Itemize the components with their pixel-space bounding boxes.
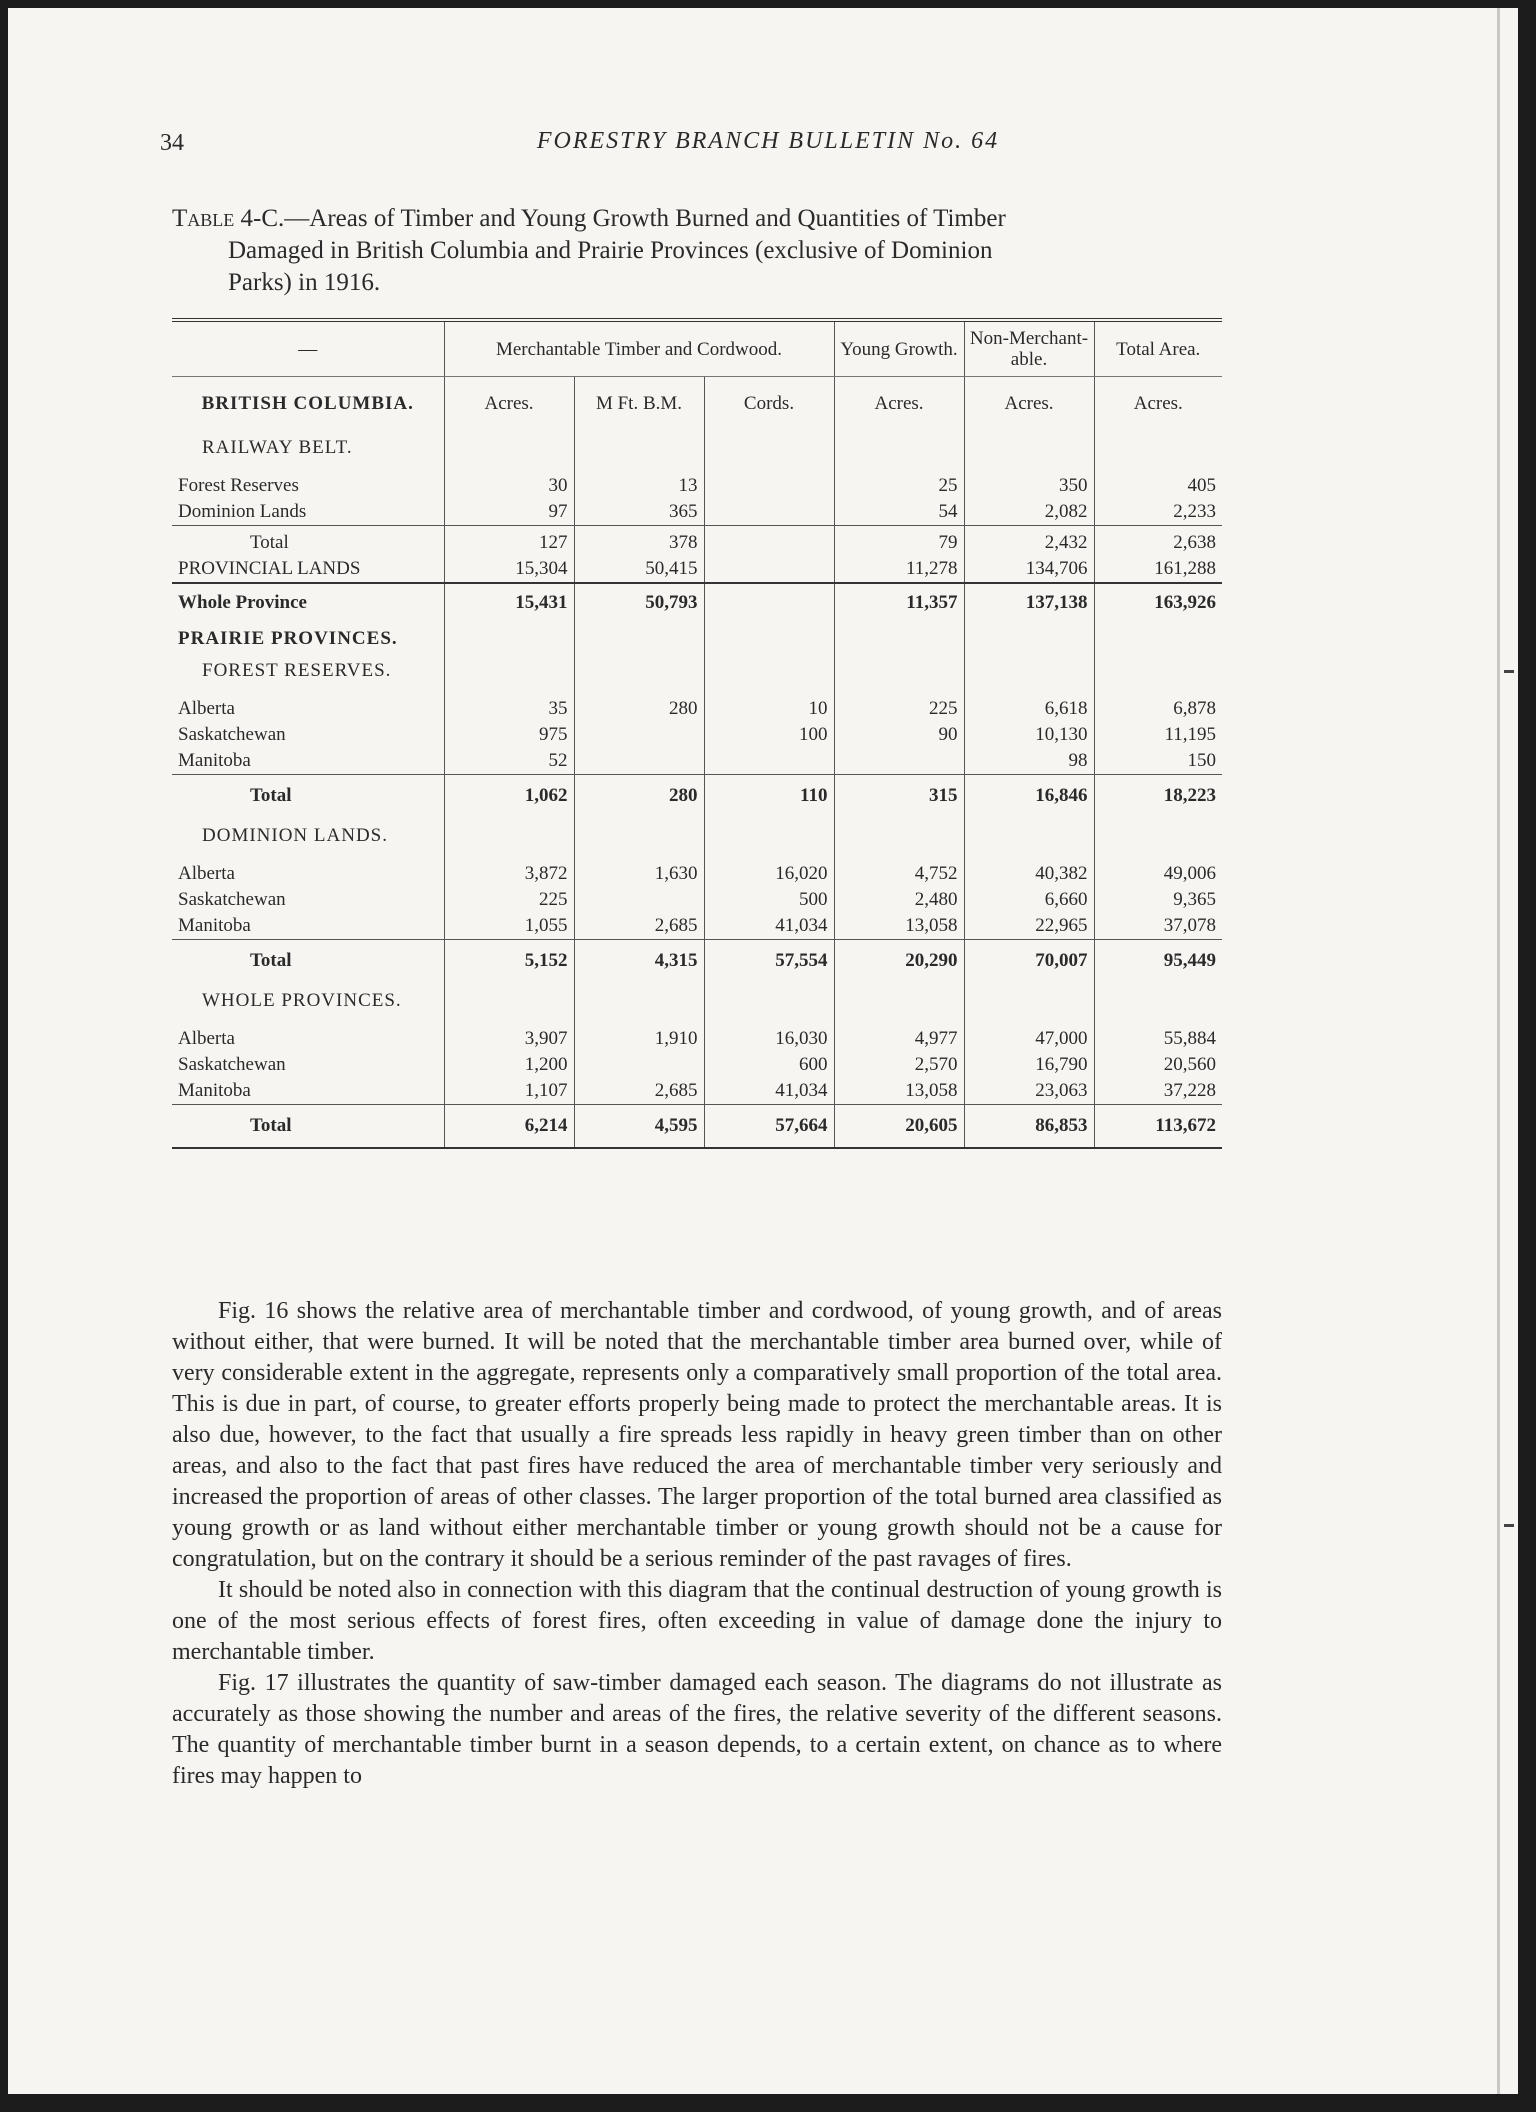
value-cell: 20,605 xyxy=(834,1105,964,1149)
unit-cell: Cords. xyxy=(704,377,834,430)
value-cell: 47,000 xyxy=(964,1026,1094,1052)
margin-mark xyxy=(1504,1524,1514,1527)
row-label: Total xyxy=(172,940,444,983)
col-group-header: Merchantable Timber and Cordwood. xyxy=(444,320,834,377)
empty-cell xyxy=(964,429,1094,473)
body-text xyxy=(172,1296,1222,1792)
empty-cell xyxy=(704,982,834,1026)
table-row xyxy=(172,913,1222,940)
empty-cell xyxy=(574,817,704,861)
value-cell: 35 xyxy=(444,696,574,722)
empty-cell xyxy=(574,624,704,652)
subsection-head-label: FOREST RESERVES. xyxy=(202,660,392,681)
value-cell: 9,365 xyxy=(1094,887,1222,913)
table-row xyxy=(172,775,1222,818)
value-cell: 225 xyxy=(834,696,964,722)
empty-cell xyxy=(704,652,834,696)
value-cell xyxy=(574,722,704,748)
table-row xyxy=(172,722,1222,748)
value-cell: 98 xyxy=(964,748,1094,775)
empty-cell xyxy=(444,982,574,1026)
value-cell: 11,195 xyxy=(1094,722,1222,748)
value-cell: 1,107 xyxy=(444,1078,574,1105)
value-cell: 1,055 xyxy=(444,913,574,940)
value-cell: 2,432 xyxy=(964,526,1094,557)
row-label: Manitoba xyxy=(178,915,251,936)
value-cell: 6,878 xyxy=(1094,696,1222,722)
empty-cell xyxy=(834,429,964,473)
table-caption xyxy=(172,203,1222,299)
section-head-bc: BRITISH COLUMBIA. xyxy=(201,393,414,414)
empty-cell xyxy=(964,652,1094,696)
table-row xyxy=(172,499,1222,526)
subsection-head-label: RAILWAY BELT. xyxy=(202,437,353,458)
unit-cell: M Ft. B.M. xyxy=(574,377,704,430)
value-cell: 280 xyxy=(574,696,704,722)
table-header-row xyxy=(172,320,1222,377)
value-cell xyxy=(834,748,964,775)
value-cell: 97 xyxy=(444,499,574,526)
value-cell: 16,020 xyxy=(704,861,834,887)
running-head: FORESTRY BRANCH BULLETIN No. 64 xyxy=(536,128,1000,154)
paragraph: It should be noted also in connection with this diagram that the continual destruction of young growth is one of the most serious effects of forest fires, often exceeding in value of damage done the injury to merchantable timber. xyxy=(172,1577,1222,1665)
row-label: Alberta xyxy=(178,863,235,884)
value-cell: 4,315 xyxy=(574,940,704,983)
row-label: Manitoba xyxy=(178,1080,251,1101)
value-cell: 150 xyxy=(1094,748,1222,775)
unit-cell: Acres. xyxy=(1094,377,1222,430)
unit-cell: Acres. xyxy=(964,377,1094,430)
value-cell: 37,228 xyxy=(1094,1078,1222,1105)
empty-cell xyxy=(704,624,834,652)
value-cell xyxy=(704,748,834,775)
empty-cell xyxy=(964,817,1094,861)
empty-cell xyxy=(574,982,704,1026)
value-cell: 225 xyxy=(444,887,574,913)
value-cell: 22,965 xyxy=(964,913,1094,940)
section-head xyxy=(172,624,1222,652)
value-cell: 50,793 xyxy=(574,583,704,624)
value-cell: 70,007 xyxy=(964,940,1094,983)
value-cell: 25 xyxy=(834,473,964,499)
empty-cell xyxy=(444,429,574,473)
value-cell: 11,357 xyxy=(834,583,964,624)
value-cell: 1,200 xyxy=(444,1052,574,1078)
table-row xyxy=(172,556,1222,583)
value-cell xyxy=(704,499,834,526)
value-cell: 90 xyxy=(834,722,964,748)
empty-cell xyxy=(574,429,704,473)
value-cell: 18,223 xyxy=(1094,775,1222,818)
value-cell: 6,618 xyxy=(964,696,1094,722)
value-cell: 365 xyxy=(574,499,704,526)
value-cell: 20,290 xyxy=(834,940,964,983)
value-cell: 20,560 xyxy=(1094,1052,1222,1078)
page-number: 34 xyxy=(160,130,184,156)
row-label: Total xyxy=(172,526,444,557)
value-cell: 52 xyxy=(444,748,574,775)
unit-cell: Acres. xyxy=(444,377,574,430)
value-cell: 975 xyxy=(444,722,574,748)
value-cell: 49,006 xyxy=(1094,861,1222,887)
value-cell xyxy=(704,583,834,624)
table-row xyxy=(172,1105,1222,1149)
empty-cell xyxy=(964,982,1094,1026)
value-cell: 2,480 xyxy=(834,887,964,913)
value-cell: 6,660 xyxy=(964,887,1094,913)
row-label: Total xyxy=(172,775,444,818)
margin-mark xyxy=(1504,670,1514,673)
empty-cell xyxy=(574,652,704,696)
caption-line: —Areas of Timber and Young Growth Burned and Quantities of Timber xyxy=(284,205,1006,232)
value-cell: 1,910 xyxy=(574,1026,704,1052)
empty-cell xyxy=(834,817,964,861)
value-cell: 405 xyxy=(1094,473,1222,499)
subsection-head xyxy=(172,429,1222,473)
subsection-head xyxy=(172,652,1222,696)
value-cell: 95,449 xyxy=(1094,940,1222,983)
value-cell: 37,078 xyxy=(1094,913,1222,940)
value-cell: 110 xyxy=(704,775,834,818)
value-cell: 6,214 xyxy=(444,1105,574,1149)
value-cell xyxy=(574,887,704,913)
value-cell: 1,630 xyxy=(574,861,704,887)
value-cell: 16,846 xyxy=(964,775,1094,818)
table-row xyxy=(172,1026,1222,1052)
value-cell: 13,058 xyxy=(834,913,964,940)
value-cell: 137,138 xyxy=(964,583,1094,624)
value-cell: 86,853 xyxy=(964,1105,1094,1149)
value-cell: 13,058 xyxy=(834,1078,964,1105)
empty-cell xyxy=(1094,624,1222,652)
value-cell: 280 xyxy=(574,775,704,818)
unit-cell: Acres. xyxy=(834,377,964,430)
value-cell: 113,672 xyxy=(1094,1105,1222,1149)
value-cell: 11,278 xyxy=(834,556,964,583)
empty-cell xyxy=(704,817,834,861)
caption-line: Damaged in British Columbia and Prairie Provinces (exclusive of Dominion xyxy=(228,237,993,264)
value-cell: 40,382 xyxy=(964,861,1094,887)
row-label: Dominion Lands xyxy=(178,501,307,522)
empty-cell xyxy=(1094,429,1222,473)
value-cell xyxy=(704,473,834,499)
row-label: Alberta xyxy=(178,1028,235,1049)
value-cell: 2,685 xyxy=(574,1078,704,1105)
col-header-non: Non-Merchant-able. xyxy=(964,320,1094,377)
row-label: PROVINCIAL LANDS xyxy=(178,558,361,579)
corner-cell: — xyxy=(172,320,444,377)
subsection-head-label: WHOLE PROVINCES. xyxy=(202,990,402,1011)
empty-cell xyxy=(444,652,574,696)
value-cell: 57,554 xyxy=(704,940,834,983)
value-cell: 378 xyxy=(574,526,704,557)
value-cell: 3,872 xyxy=(444,861,574,887)
table-row xyxy=(172,1052,1222,1078)
empty-cell xyxy=(834,652,964,696)
table-row xyxy=(172,696,1222,722)
value-cell: 1,062 xyxy=(444,775,574,818)
caption-label: Table 4-C. xyxy=(172,205,285,232)
value-cell: 600 xyxy=(704,1052,834,1078)
units-row xyxy=(172,377,1222,430)
empty-cell xyxy=(1094,982,1222,1026)
value-cell: 3,907 xyxy=(444,1026,574,1052)
table-row xyxy=(172,583,1222,624)
value-cell: 2,082 xyxy=(964,499,1094,526)
value-cell: 5,152 xyxy=(444,940,574,983)
value-cell: 100 xyxy=(704,722,834,748)
value-cell: 2,570 xyxy=(834,1052,964,1078)
row-label: Alberta xyxy=(178,698,235,719)
empty-cell xyxy=(964,624,1094,652)
row-label: Forest Reserves xyxy=(178,475,299,496)
value-cell: 10 xyxy=(704,696,834,722)
subsection-head-label: DOMINION LANDS. xyxy=(202,825,388,846)
value-cell: 163,926 xyxy=(1094,583,1222,624)
value-cell: 4,977 xyxy=(834,1026,964,1052)
value-cell: 2,233 xyxy=(1094,499,1222,526)
value-cell xyxy=(704,556,834,583)
value-cell: 50,415 xyxy=(574,556,704,583)
value-cell: 57,664 xyxy=(704,1105,834,1149)
value-cell xyxy=(574,1052,704,1078)
table-body xyxy=(172,377,1222,1149)
paragraph: Fig. 17 illustrates the quantity of saw-timber damaged each season. The diagrams do not illustrate as accurately as those showing the number and areas of the fires, the relative severity of the different seasons. The quantity of merchantable timber burnt in a season depends, to a certain extent, on chance as to where fires may happen to xyxy=(172,1670,1222,1789)
value-cell: 15,431 xyxy=(444,583,574,624)
table-row xyxy=(172,526,1222,557)
empty-cell xyxy=(834,982,964,1026)
table-row xyxy=(172,1078,1222,1105)
row-label: Saskatchewan xyxy=(178,1054,286,1075)
value-cell: 127 xyxy=(444,526,574,557)
value-cell: 16,790 xyxy=(964,1052,1094,1078)
value-cell xyxy=(574,748,704,775)
empty-cell xyxy=(444,817,574,861)
table-row xyxy=(172,887,1222,913)
data-table xyxy=(172,318,1222,1149)
empty-cell xyxy=(834,624,964,652)
value-cell: 500 xyxy=(704,887,834,913)
row-label: Saskatchewan xyxy=(178,889,286,910)
value-cell: 41,034 xyxy=(704,1078,834,1105)
section-head-label: PRAIRIE PROVINCES. xyxy=(178,628,398,649)
value-cell: 350 xyxy=(964,473,1094,499)
table-row xyxy=(172,473,1222,499)
value-cell: 13 xyxy=(574,473,704,499)
value-cell: 2,638 xyxy=(1094,526,1222,557)
row-label: Whole Province xyxy=(172,583,444,624)
table-row xyxy=(172,748,1222,775)
value-cell xyxy=(704,526,834,557)
value-cell: 30 xyxy=(444,473,574,499)
row-label: Saskatchewan xyxy=(178,724,286,745)
table-row xyxy=(172,861,1222,887)
value-cell: 4,752 xyxy=(834,861,964,887)
value-cell: 15,304 xyxy=(444,556,574,583)
empty-cell xyxy=(1094,817,1222,861)
empty-cell xyxy=(704,429,834,473)
value-cell: 16,030 xyxy=(704,1026,834,1052)
value-cell: 41,034 xyxy=(704,913,834,940)
caption-line: Parks) in 1916. xyxy=(228,269,381,296)
empty-cell xyxy=(1094,652,1222,696)
value-cell: 55,884 xyxy=(1094,1026,1222,1052)
value-cell: 134,706 xyxy=(964,556,1094,583)
table-row xyxy=(172,940,1222,983)
subsection-head xyxy=(172,817,1222,861)
value-cell: 161,288 xyxy=(1094,556,1222,583)
value-cell: 79 xyxy=(834,526,964,557)
value-cell: 23,063 xyxy=(964,1078,1094,1105)
subsection-head xyxy=(172,982,1222,1026)
value-cell: 2,685 xyxy=(574,913,704,940)
empty-cell xyxy=(444,624,574,652)
value-cell: 10,130 xyxy=(964,722,1094,748)
value-cell: 54 xyxy=(834,499,964,526)
value-cell: 4,595 xyxy=(574,1105,704,1149)
value-cell: 315 xyxy=(834,775,964,818)
page-edge xyxy=(1497,8,1500,2094)
col-header-total: Total Area. xyxy=(1094,320,1222,377)
col-header-young: Young Growth. xyxy=(834,320,964,377)
paragraph: Fig. 16 shows the relative area of merchantable timber and cordwood, of young growth, and of areas without either, that were burned. It will be noted that the merchantable timber area burned over, while of very considerable extent in the aggregate, represents only a comparatively small proportion of the total area. This is due in part, of course, to greater efforts properly being made to protect the merchantable areas. It is also due, however, to the fact that usually a fire spreads less rapidly in heavy green timber than on other areas, and also to the fact that past fires have reduced the area of merchantable timber very seriously and increased the proportion of areas of other classes. The larger proportion of the total burned area classified as young growth or as land without either merchantable timber or young growth should not be a cause for congratulation, but on the contrary it should be a serious reminder of the past ravages of fires. xyxy=(172,1298,1222,1572)
row-label: Manitoba xyxy=(178,750,251,771)
row-label: Total xyxy=(172,1105,444,1149)
